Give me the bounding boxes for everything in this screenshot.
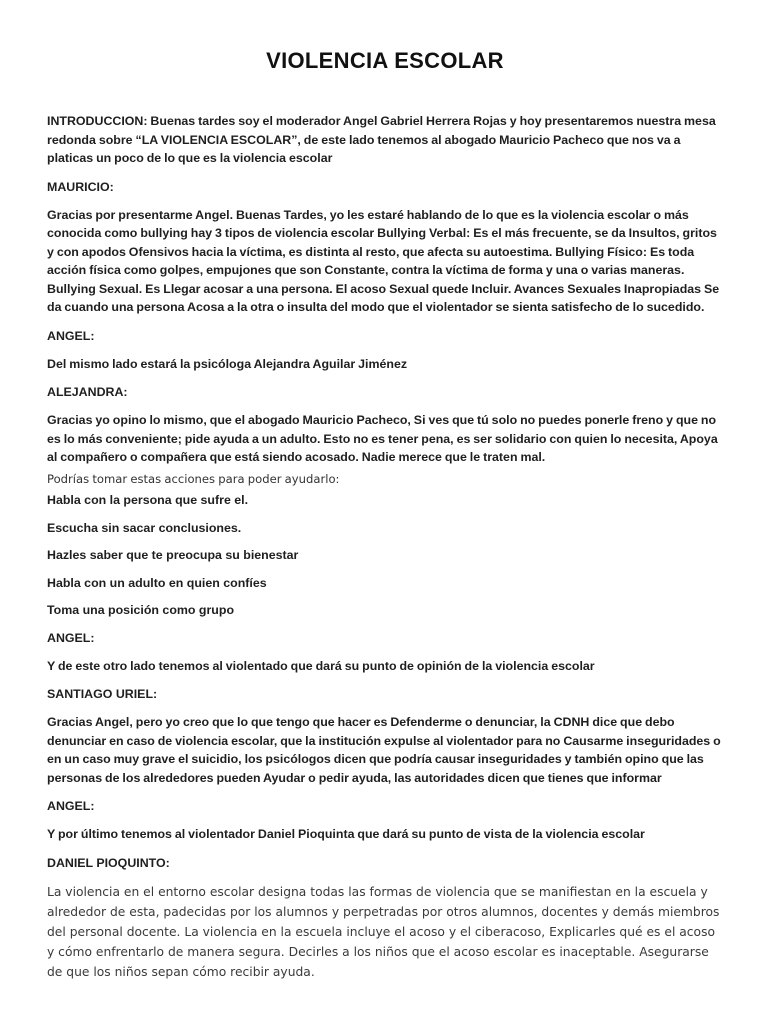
angel-paragraph-2: Y de este otro lado tenemos al violentado que dará su punto de opinión de la violencia escolar: [47, 658, 595, 673]
santiago-paragraph: Gracias Angel, pero yo creo que lo que tengo que hacer es Defenderme o denunciar, la CDNH dice que debo denunciar en caso de violencia escolar, que la institución expulse al violentador para no Causarme inseguridades o en un caso muy grave el suicidio, los psicólogos dicen que podría causar inseguridades y también opino que las personas de los alrededores pueden Ayudar o pedir ayuda, las autoridades dicen que tienes que informar: [47, 715, 721, 785]
alejandra-list-intro: Podrías tomar estas acciones para poder ayudarlo:: [47, 471, 340, 486]
speaker-angel-2: ANGEL:: [47, 630, 95, 645]
speaker-daniel: DANIEL PIOQUINTO:: [47, 855, 170, 870]
alejandra-paragraph: Gracias yo opino lo mismo, que el abogado Mauricio Pacheco, Si ves que tú solo no puedes ponerle freno y que no es lo más conveniente; pide ayuda a un adulto. Esto no es tener pena, es ser solidario con quien lo necesita, Apoya al compañero o compañera que está siendo acosado. Nadie merece que le traten mal.: [47, 413, 718, 464]
speaker-angel-1: ANGEL:: [47, 328, 95, 343]
list-item: Hazles saber que te preocupa su bienestar: [47, 548, 299, 562]
document-title: VIOLENCIA ESCOLAR: [266, 48, 504, 73]
daniel-paragraph: La violencia en el entorno escolar designa todas las formas de violencia que se manifiestan en la escuela y alrededor de esta, padecidas por los alumnos y perpetradas por otros alumnos, docentes y demás miembros del personal docente. La violencia en la escuela incluye el acoso y el ciberacoso, Explicarles qué es el acoso y cómo enfrentarlo de manera segura. Decirles a los niños que el acoso escolar es inaceptable. Asegurarse de que los niños sepan cómo recibir ayuda.: [47, 884, 720, 979]
speaker-mauricio: MAURICIO:: [47, 179, 114, 194]
list-item: Habla con un adulto en quien confíes: [47, 575, 267, 590]
angel-paragraph-3: Y por último tenemos al violentador Daniel Pioquinta que dará su punto de vista de la violencia escolar: [47, 827, 645, 841]
list-item: Toma una posición como grupo: [47, 603, 235, 617]
actions-list: [47, 491, 723, 619]
speaker-santiago: SANTIAGO URIEL:: [47, 687, 158, 701]
speaker-alejandra: ALEJANDRA:: [47, 385, 128, 399]
intro-paragraph: INTRODUCCION: Buenas tardes soy el moderador Angel Gabriel Herrera Rojas y hoy presentaremos nuestra mesa redonda sobre “LA VIOLENCIA ESCOLAR”, de este lado tenemos al abogado Mauricio Pacheco que nos va a platicas un poco de lo que es la violencia escolar: [47, 114, 716, 165]
mauricio-paragraph: Gracias por presentarme Angel. Buenas Tardes, yo les estaré hablando de lo que es la violencia escolar o más conocida como bullying hay 3 tipos de violencia escolar Bullying Verbal: Es el más frecuente, se da Insultos, gritos y con apodos Ofensivos hacia la víctima, es distinta al resto, que afecta su autoestima. Bullying Físico: Es toda acción física como golpes, empujones que son Constante, contra la víctima de forma y una o varias maneras. Bullying Sexual. Es Llegar acosar a una persona. El acoso Sexual quede Incluir. Avances Sexuales Inapropiadas Se da cuando una persona Acosa a la otra o insulta del modo que el violentador se sienta satisfecho de lo sucedido.: [47, 207, 720, 314]
document-page: [47, 46, 723, 982]
angel-paragraph-1: Del mismo lado estará la psicóloga Alejandra Aguilar Jiménez: [47, 356, 408, 371]
speaker-angel-3: ANGEL:: [47, 799, 95, 813]
list-item: Escucha sin sacar conclusiones.: [47, 520, 242, 535]
list-item: Habla con la persona que sufre el.: [47, 493, 249, 507]
